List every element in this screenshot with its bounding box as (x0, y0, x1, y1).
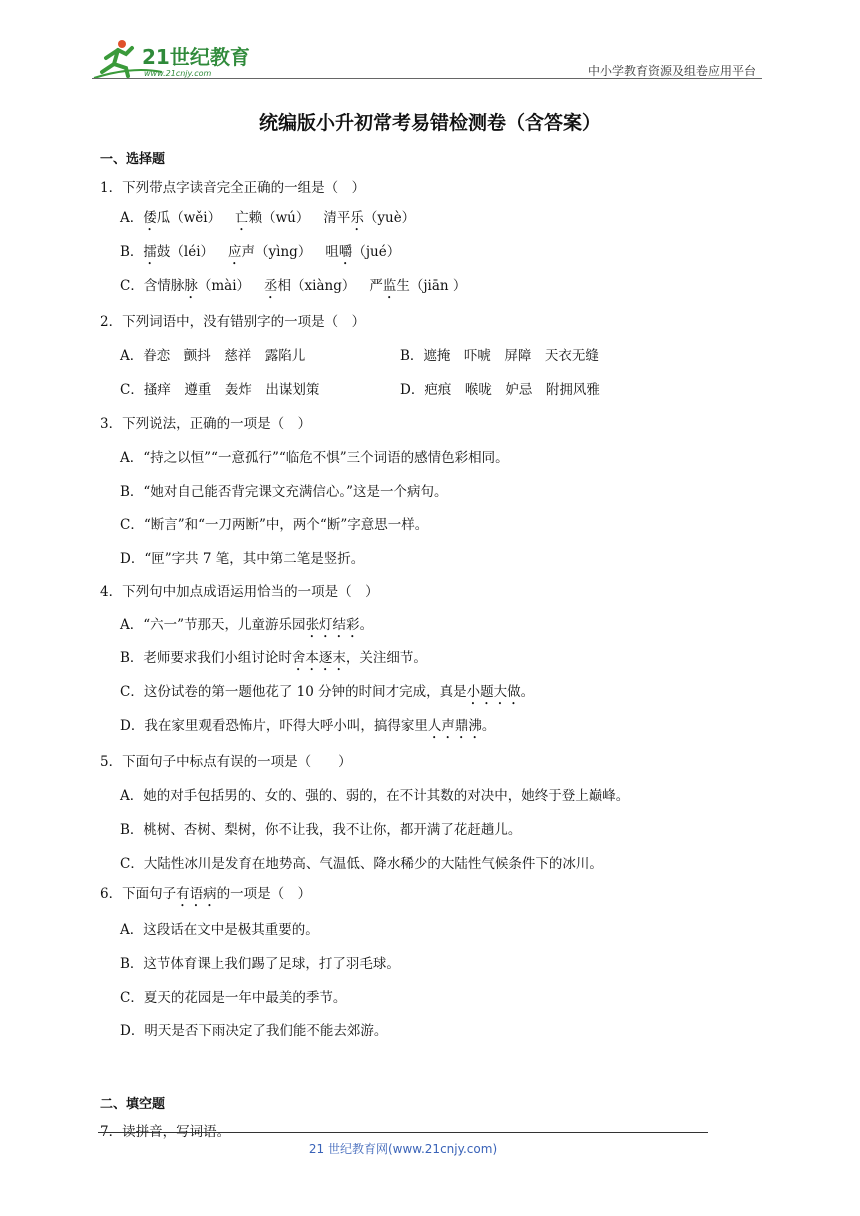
page-header (92, 30, 762, 80)
question-4-option-c: C．这份试卷的第一题他花了 10 分钟的时间才完成，真是小题大做。 (120, 684, 535, 700)
question-2-option-b: B．遮掩 吓唬 屏障 天衣无缝 (400, 348, 599, 364)
question-5-option-c: C．大陆性冰川是发育在地势高、气温低、降水稀少的大陆性气候条件下的冰川。 (120, 856, 603, 872)
question-4-option-b: B．老师要求我们小组讨论时舍本逐末，关注细节。 (120, 650, 427, 666)
question-3-option-a: A．“持之以恒”“一意孤行”“临危不惧”三个词语的感情色彩相同。 (120, 450, 509, 466)
section-heading-choice: 一、选择题 (100, 152, 166, 167)
question-2-option-c: C．搔痒 遵重 轰炸 出谋划策 (120, 382, 320, 398)
question-6-stem: 6．下面句子有语病的一项是（ ） (100, 886, 312, 902)
question-5-stem: 5．下面句子中标点有误的一项是（ ） (100, 754, 352, 770)
question-3-option-d: D．“匣”字共 7 笔，其中第二笔是竖折。 (120, 551, 365, 567)
question-2-option-a: A．眷恋 颤抖 慈祥 露陷儿 (120, 348, 306, 364)
svg-text:21世纪教育: 21世纪教育 (142, 45, 250, 69)
question-1-option-c: C．含情脉脉（mài） 丞相（xiàng） 严监生（jiān ） (120, 278, 467, 294)
page-title: 统编版小升初常考易错检测卷（含答案） (258, 112, 601, 134)
question-5-option-a: A．她的对手包括男的、女的、强的、弱的，在不计其数的对决中，她终于登上巅峰。 (120, 788, 630, 804)
question-3-option-c: C．“断言”和“一刀两断”中，两个“断”字意思一样。 (120, 517, 429, 533)
section-heading-fill: 二、填空题 (100, 1097, 166, 1112)
question-1-stem: 1．下列带点字读音完全正确的一组是（ ） (100, 180, 366, 196)
footer-divider (98, 1132, 708, 1133)
question-2-stem: 2．下列词语中，没有错别字的一项是（ ） (100, 314, 366, 330)
question-4-option-d: D．我在家里观看恐怖片，吓得大呼小叫，搞得家里人声鼎沸。 (120, 718, 496, 734)
site-logo (92, 36, 262, 80)
question-4-option-a: A．“六一”节那天，儿童游乐园张灯结彩。 (120, 617, 374, 633)
question-3-stem: 3．下列说法，正确的一项是（ ） (100, 416, 312, 432)
footer-text: 21 世纪教育网(www.21cnjy.com) (308, 1142, 498, 1156)
question-7-stem: 7．读拼音，写词语。 (100, 1124, 231, 1140)
question-2-option-d: D．疤痕 喉咙 妒忌 附拥风雅 (400, 382, 600, 398)
question-6-option-d: D．明天是否下雨决定了我们能不能去郊游。 (120, 1023, 388, 1039)
question-5-option-b: B．桃树、杏树、梨树，你不让我，我不让你，都开满了花赶趟儿。 (120, 822, 522, 838)
question-3-option-b: B．“她对自己能否背完课文充满信心。”这是一个病句。 (120, 484, 448, 500)
question-1-option-b: B．擂鼓（léi） 应声（yìng） 咀嚼（jué） (120, 244, 401, 260)
question-6-option-a: A．这段话在文中是极其重要的。 (120, 922, 319, 938)
svg-text:www.21cnjy.com: www.21cnjy.com (144, 69, 212, 78)
question-4-stem: 4．下列句中加点成语运用恰当的一项是（ ） (100, 584, 379, 600)
platform-name: 中小学教育资源及组卷应用平台 (587, 64, 756, 78)
header-divider (92, 78, 762, 79)
question-6-option-c: C．夏天的花园是一年中最美的季节。 (120, 990, 347, 1006)
question-1-option-a: A．倭瓜（wěi） 亡赖（wú） 清平乐（yuè） (120, 210, 416, 226)
question-6-option-b: B．这节体育课上我们踢了足球，打了羽毛球。 (120, 956, 400, 972)
